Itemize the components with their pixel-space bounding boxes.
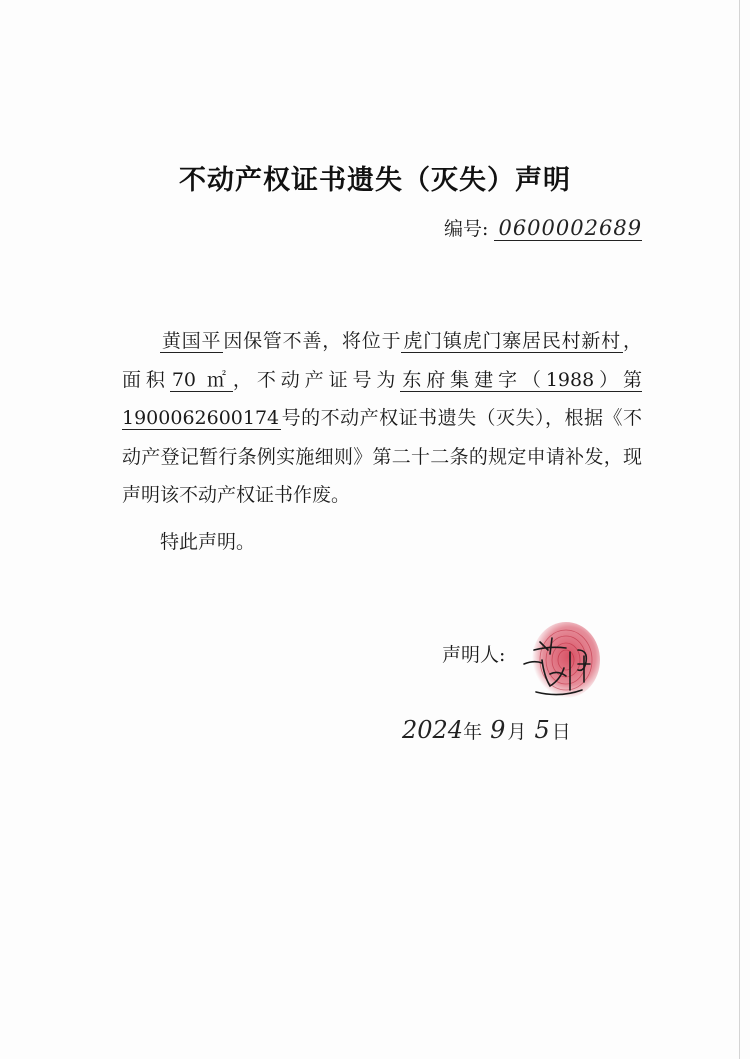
number-value: 0600002689 [494,216,642,241]
date-day: 5 [534,716,550,744]
declarant-name: 黄国平 [162,330,222,352]
signature-fingerprint-icon [520,620,604,710]
paragraph-text-3: ，不动产证号为 [232,368,401,391]
document-title: 不动产权证书遗失（灭失）声明 [179,165,571,196]
declaration-paragraph [122,322,642,515]
date-row [402,716,571,744]
number-label: 编号: [444,218,489,240]
certificate-number: 东府集建字（1988）第1900062600174 [122,368,643,429]
paragraph-text-1: 因保管不善，将位于 [223,330,402,352]
signature-label: 声明人: [442,644,506,666]
declaration-body [122,322,642,561]
property-location: 虎门镇虎门寨居民村新村 [403,330,621,352]
paragraph-text-2: ，面积 [122,330,642,391]
property-area: 70 ㎡ [171,368,231,391]
paragraph-text-4: 号的不动产权证书遗失（灭失），根据《不动产登记暂行条例实施细则》第二十二条的规定申请补发，现声明该不动产权证书作废。 [122,407,642,506]
date-year: 2024 [402,716,464,744]
document-number-row [444,214,642,241]
date-month-label: 月 [507,721,527,743]
closing-statement: 特此声明。 [160,530,256,553]
date-month: 9 [490,716,506,744]
date-day-label: 日 [551,721,571,743]
date-year-label: 年 [463,721,483,743]
signature-row [442,640,505,667]
